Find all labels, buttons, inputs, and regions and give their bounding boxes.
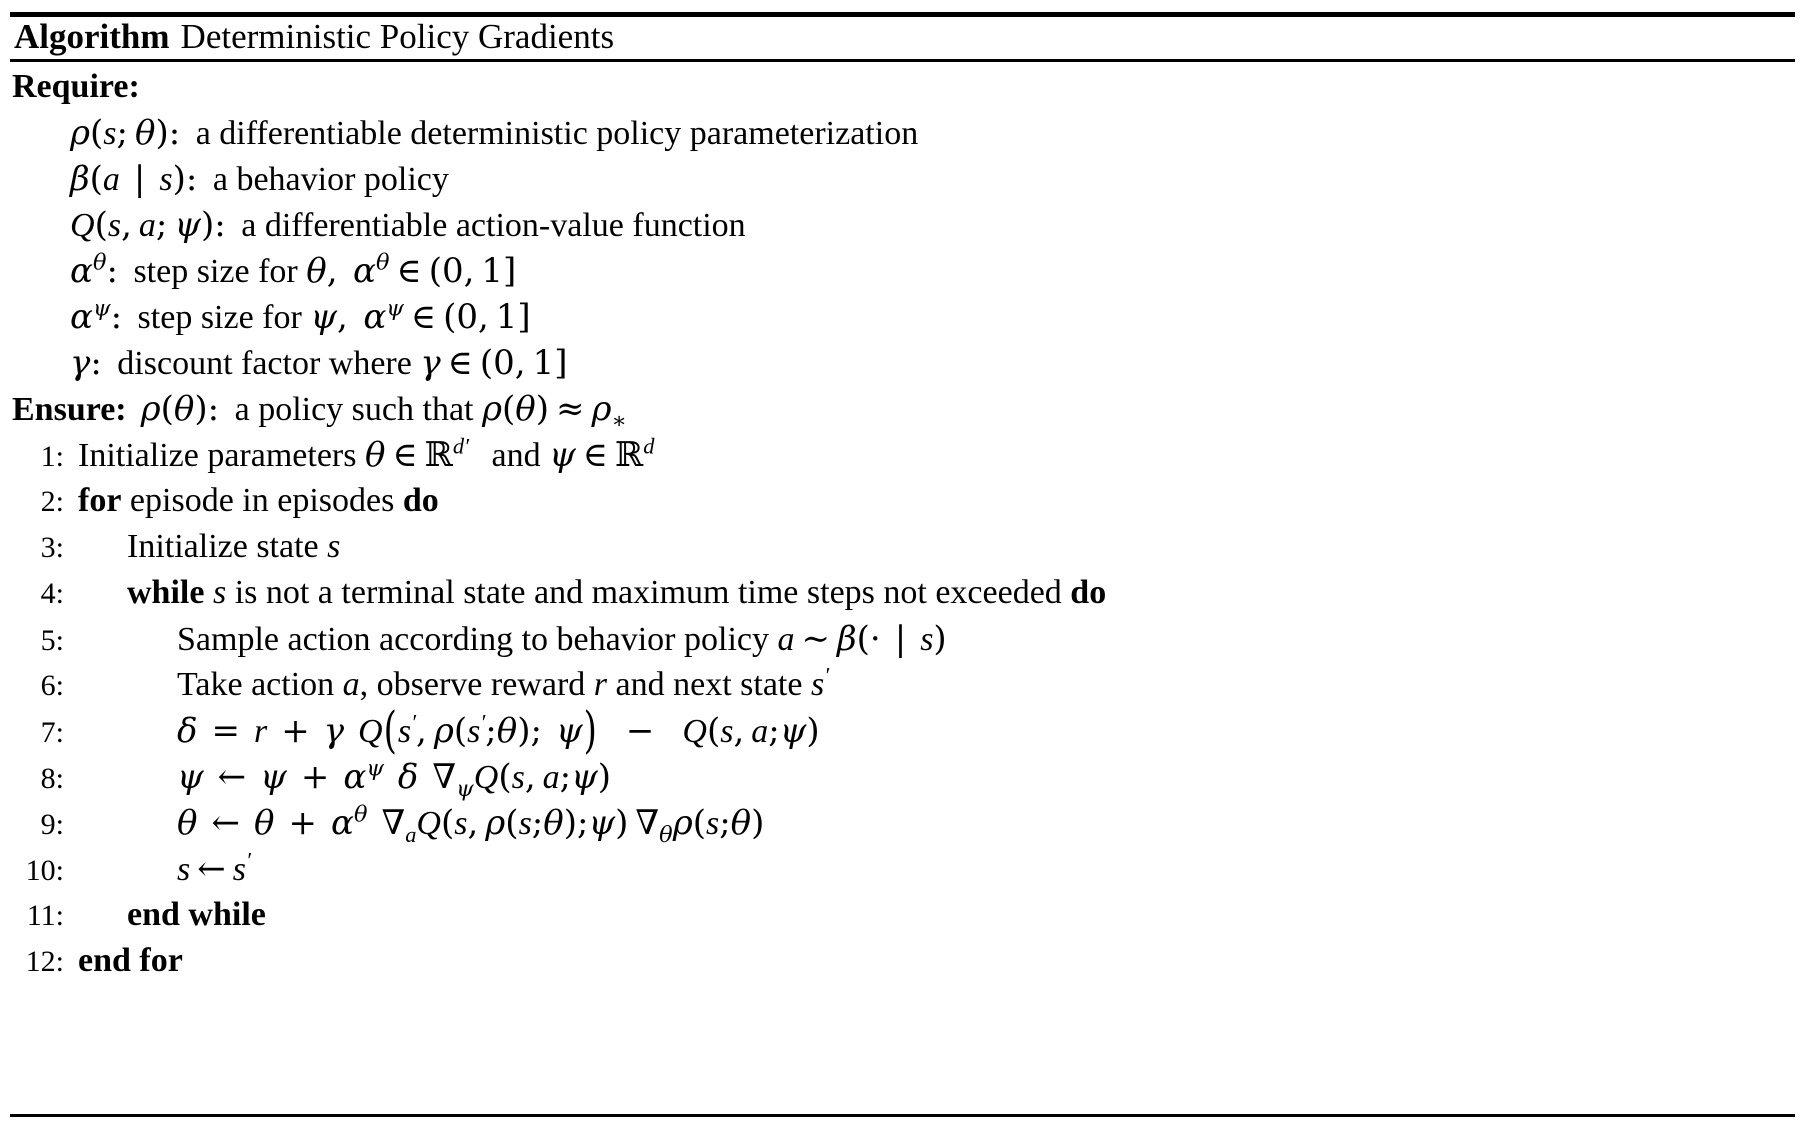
require-item-q-function [0,202,1806,248]
step-text-2: for episode in episodes do [78,482,439,519]
step-number-6: 6: [40,669,64,702]
step-text-6: Take action a, observe reward r and next state s′ [177,662,830,703]
step-number-10: 10: [25,854,64,887]
step-text-1: Initialize parameters θ ∈ ℝ$^{d'}$ and ψ ∈ ℝ$^d$ [78,433,655,475]
require-item-policy-text: ρ(s; θ): a differentiable deterministic policy parameterization [70,113,919,153]
require-label: Require: [12,68,140,105]
require-item-step-size-theta [0,248,1806,294]
step-row-3 [0,524,1806,570]
step-number-3: 3: [40,531,64,564]
require-item-q-function-text: Q(s, a; ψ): a differentiable action-value function [70,205,746,245]
require-item-policy [0,110,1806,156]
step-number-7: 7: [40,716,64,749]
step-row-11 [0,892,1806,938]
step-number-11: 11: [26,899,64,932]
bottom-rule [10,1114,1795,1117]
step-text-5: Sample action according to behavior policy a ∼ β(· | s) [177,619,947,659]
step-row-10 [0,846,1806,892]
step-number-5: 5: [40,624,64,657]
step-text-8: ψ ← $\psi + \alpha^\psi$ δ $\nabla_\psi Q(s$, a;ψ) [177,755,612,802]
require-item-step-size-psi-text: $\alpha^\psi$: step size for ψ, $\alpha^\psi$ ∈ (0, 1] [70,295,531,337]
ensure-text: ρ(θ): a policy such that $\rho(\theta) \approx \rho_∗$ [140,389,627,434]
ensure-label: Ensure: [12,391,127,428]
require-item-step-size-psi [0,294,1806,340]
step-row-4 [0,570,1806,616]
algorithm-keyword: Algorithm [14,17,170,56]
step-number-1: 1: [40,440,64,473]
algorithm-body [0,64,1806,984]
step-row-8 [0,754,1806,800]
header-rule [10,59,1795,62]
step-text-4: while s is not a terminal state and maximum time steps not exceeded do [127,574,1107,611]
require-item-step-size-theta-text: $\alpha^\theta$: step size for θ, $\alpha^\theta$ ∈ (0, 1] [70,249,517,291]
require-item-behavior-policy [0,156,1806,202]
page-title: Deterministic Policy Gradients [180,17,615,56]
step-row-12 [0,938,1806,984]
step-number-2: 2: [40,485,64,518]
step-row-9 [0,800,1806,846]
step-text-10: s ← s′ [177,847,251,889]
algorithm-title-line [14,14,614,59]
step-row-1 [0,432,1806,478]
step-text-7: δ = r + γ Q(s′, ρ(s′;θ); ψ) − Q(s, a;ψ) [177,702,820,760]
step-text-9: θ ← $\theta + \alpha^\theta$ $\nabla_aQ(s$, ρ(s;θ);ψ) $\nabla_\theta\rho(s;\theta)$ [177,801,765,848]
require-item-behavior-policy-text: β(a | s): a behavior policy [70,159,449,199]
step-text-12: end for [78,942,183,979]
step-number-12: 12: [25,945,64,978]
step-number-9: 9: [40,808,64,841]
step-row-6 [0,662,1806,708]
step-row-5 [0,616,1806,662]
require-item-discount-factor [0,340,1806,386]
step-row-7 [0,702,1806,760]
step-row-2 [0,478,1806,524]
step-text-3: Initialize state s [127,528,341,565]
require-label-row [0,64,1806,110]
step-number-8: 8: [40,762,64,795]
step-text-11: end while [127,896,266,933]
step-number-4: 4: [40,577,64,610]
ensure-row [0,386,1806,432]
require-item-discount-factor-text: γ: discount factor where γ ∈ (0, 1] [70,343,568,383]
